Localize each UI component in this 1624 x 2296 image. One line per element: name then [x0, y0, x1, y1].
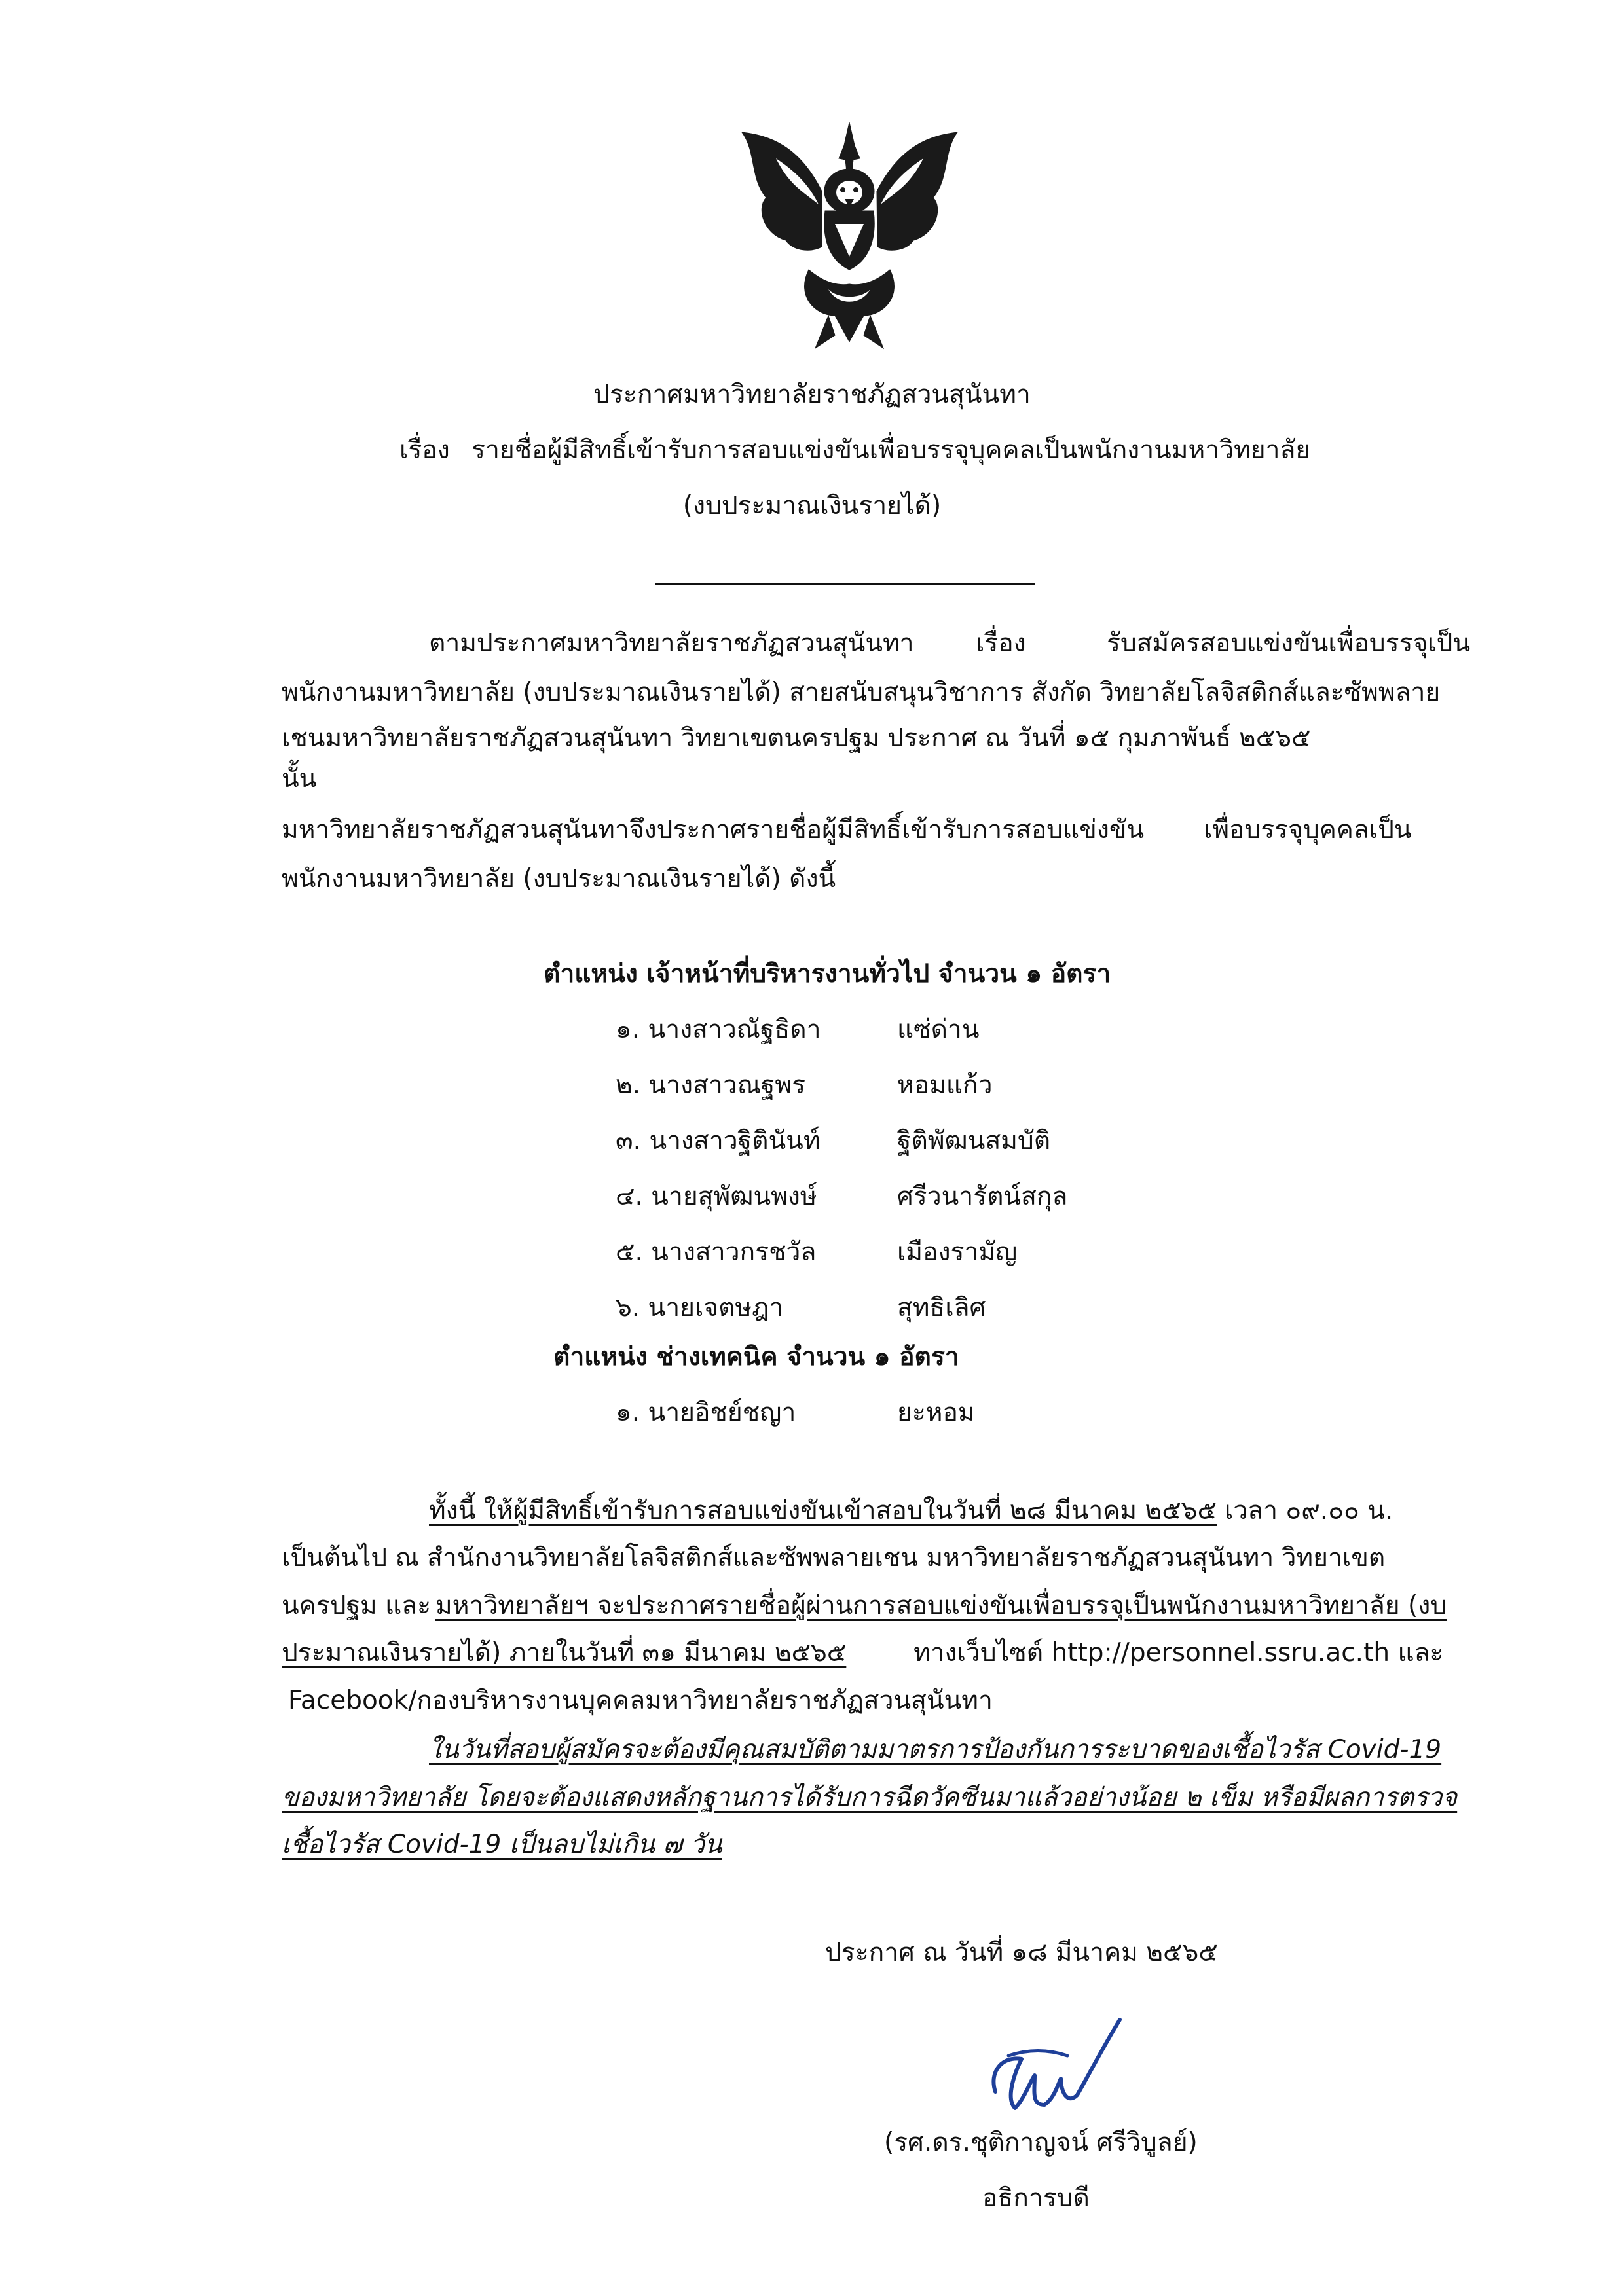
candidate-surname: แซ่ด่าน — [897, 1015, 980, 1044]
position-title: ตำแหน่ง ช่างเทคนิค จำนวน ๑ อัตรา — [553, 1342, 959, 1372]
announcement-title: ประกาศมหาวิทยาลัยราชภัฏสวนสุนันทา — [593, 380, 1031, 409]
intro-line-1b: เรื่อง — [976, 629, 1026, 658]
intro-line-6: พนักงานมหาวิทยาลัย (งบประมาณเงินรายได้) ดังนี้ — [282, 864, 836, 894]
subject-label: เรื่อง — [399, 435, 450, 465]
covid-line-2: ของมหาวิทยาลัย โดยจะต้องแสดงหลักฐานการได้รับการฉีดวัคซีนมาแล้วอย่างน้อย ๒ เข็ม หรือมีผลการตรวจ — [282, 1783, 1458, 1812]
facebook-text: Facebook/กองบริหารงานบุคคลมหาวิทยาลัยราชภัฏสวนสุนันทา — [288, 1686, 993, 1715]
result-date-text: ประมาณเงินรายได้) ภายในวันที่ ๓๑ มีนาคม ๒๕๖๕ — [282, 1638, 847, 1667]
subject-note: (งบประมาณเงินรายได้) — [682, 491, 942, 520]
exam-date-text: ทั้งนี้ ให้ผู้มีสิทธิ์เข้ารับการสอบแข่งขันเข้าสอบในวันที่ ๒๘ มีนาคม ๒๕๖๕ — [429, 1496, 1217, 1525]
intro-line-1a: ตามประกาศมหาวิทยาลัยราชภัฏสวนสุนันทา — [429, 629, 914, 658]
website-text: ทางเว็บไซต์ http://personnel.ssru.ac.th และ — [913, 1638, 1444, 1667]
candidate-name: ๒. นางสาวณฐพร — [616, 1070, 806, 1100]
intro-line-2: พนักงานมหาวิทยาลัย (งบประมาณเงินรายได้) สายสนับสนุนวิชาการ สังกัด วิทยาลัยโลจิสติกส์และซัพพลาย — [282, 678, 1441, 707]
candidate-surname: สุทธิเลิศ — [897, 1293, 986, 1322]
covid-line-3: เชื้อไวรัส Covid-19 เป็นลบไม่เกิน ๗ วัน — [282, 1830, 722, 1859]
intro-line-3: เชนมหาวิทยาลัยราชภัฏสวนสุนันทา วิทยาเขตนครปฐม ประกาศ ณ วันที่ ๑๕ กุมภาพันธ์ ๒๕๖๕ — [282, 723, 1311, 753]
subject-text: รายชื่อผู้มีสิทธิ์เข้ารับการสอบแข่งขันเพื่อบรรจุบุคคลเป็นพนักงานมหาวิทยาลัย — [471, 435, 1311, 465]
candidate-name: ๔. นายสุพัฒนพงษ์ — [616, 1182, 817, 1211]
candidate-name: ๕. นางสาวกรชวัล — [616, 1237, 817, 1267]
position-title: ตำแหน่ง เจ้าหน้าที่บริหารงานทั่วไป จำนวน ๑ อัตรา — [544, 959, 1111, 989]
announce-date: ประกาศ ณ วันที่ ๑๘ มีนาคม ๒๕๖๕ — [825, 1938, 1218, 1967]
signatory-title: อธิการบดี — [982, 2183, 1090, 2213]
candidate-name: ๑. นายอิชย์ชญา — [616, 1398, 796, 1427]
candidate-surname: ศรีวนารัตน์สกุล — [897, 1182, 1068, 1211]
covid-line-1: ในวันที่สอบผู้สมัครจะต้องมีคุณสมบัติตามมาตรการป้องกันการระบาดของเชื้อไวรัส Covid-19 — [429, 1735, 1442, 1764]
candidate-name: ๓. นางสาวฐิตินันท์ — [616, 1126, 821, 1156]
candidate-surname: ฐิติพัฒนสมบัติ — [897, 1126, 1051, 1156]
candidate-name: ๑. นางสาวณัฐธิดา — [616, 1015, 821, 1044]
signatory-name: (รศ.ดร.ชุติกาญจน์ ศรีวิบูลย์) — [884, 2128, 1198, 2157]
intro-line-4: นั้น — [282, 764, 317, 793]
candidate-surname: เมืองรามัญ — [897, 1237, 1018, 1267]
header-divider — [655, 583, 1035, 585]
garuda-emblem — [737, 119, 963, 355]
exam-time-text: เวลา ๐๙.๐๐ น. — [1225, 1496, 1393, 1525]
exam-line-2: เป็นต้นไป ณ สำนักงานวิทยาลัยโลจิสติกส์และซัพพลายเชน มหาวิทยาลัยราชภัฏสวนสุนันทา วิทยาเขต — [282, 1543, 1386, 1573]
intro-line-1c: รับสมัครสอบแข่งขันเพื่อบรรจุเป็น — [1107, 629, 1471, 658]
signature — [969, 1994, 1139, 2124]
candidate-name: ๖. นายเจตษฎา — [616, 1293, 784, 1322]
exam-line-3a: นครปฐม และ — [282, 1591, 432, 1620]
intro-line-5a: มหาวิทยาลัยราชภัฏสวนสุนันทาจึงประกาศรายชื่อผู้มีสิทธิ์เข้ารับการสอบแข่งขัน — [282, 815, 1145, 845]
candidate-surname: หอมแก้ว — [897, 1070, 993, 1100]
intro-line-5b: เพื่อบรรจุบุคคลเป็น — [1204, 815, 1412, 845]
exam-line-3-underlined: มหาวิทยาลัยฯ จะประกาศรายชื่อผู้ผ่านการสอบแข่งขันเพื่อบรรจุเป็นพนักงานมหาวิทยาลัย (งบ — [435, 1591, 1447, 1620]
candidate-surname: ยะหอม — [897, 1398, 975, 1427]
